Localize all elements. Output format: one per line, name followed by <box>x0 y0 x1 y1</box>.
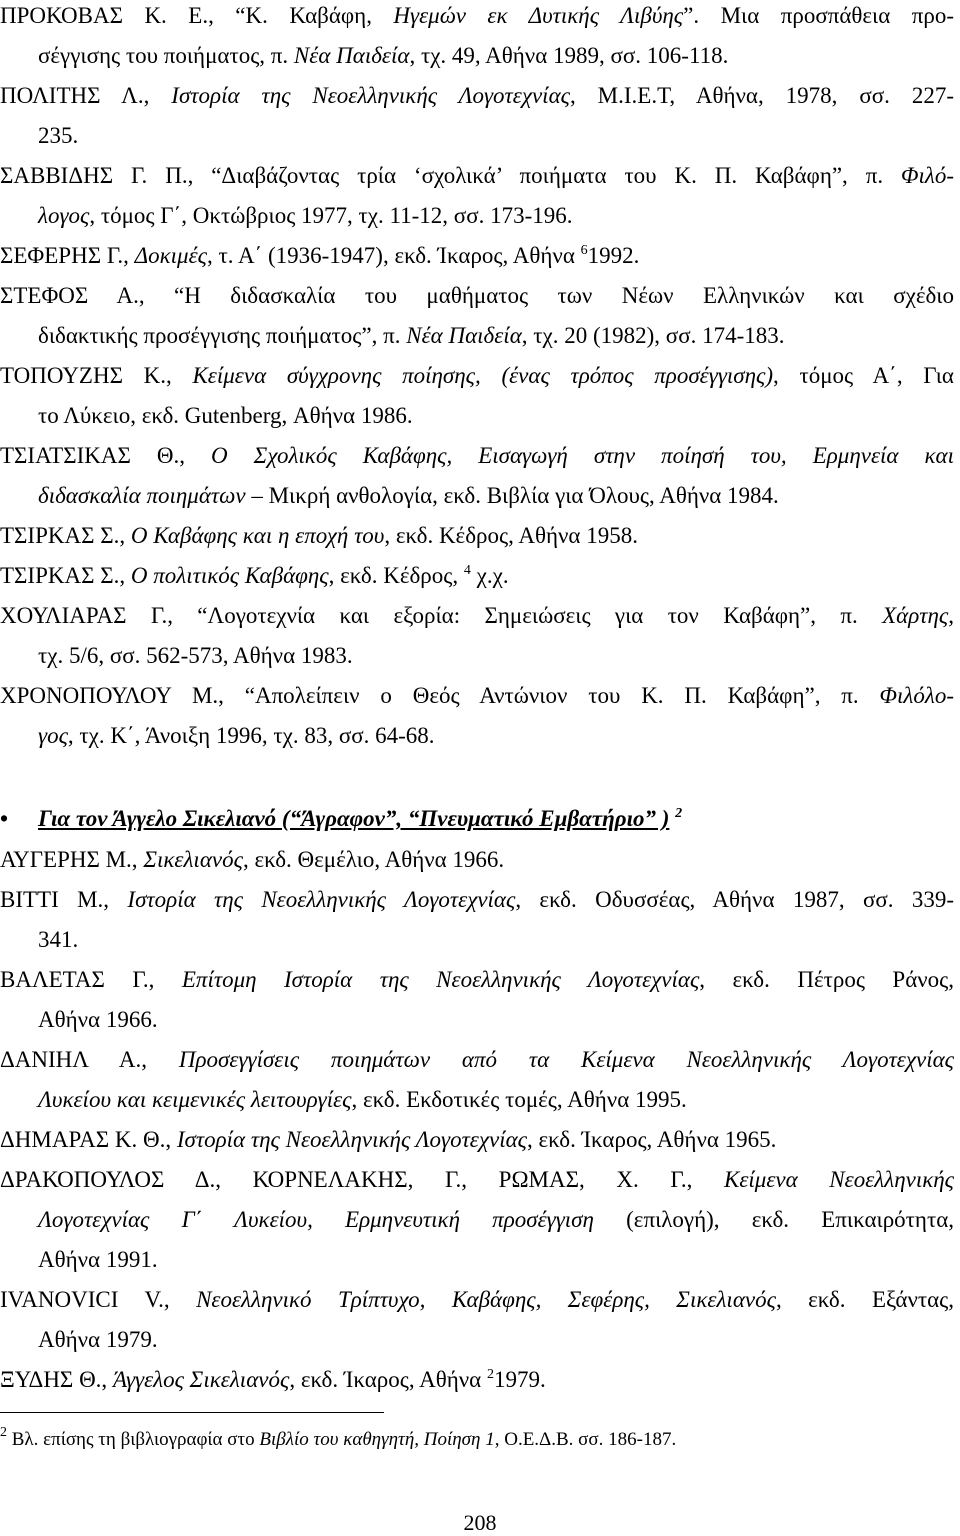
entry-line <box>0 116 956 156</box>
entry-line <box>0 676 954 716</box>
text-run: χ.χ. <box>470 563 509 588</box>
bibliography-entry <box>0 516 956 556</box>
text-run: IVANOVICI V., <box>0 1287 197 1312</box>
text-run: ΠΡΟΚΟΒΑΣ Κ. Ε., “Κ. Καβάφη, <box>0 3 394 28</box>
text-run: ΤΣΙΑΤΣΙΚΑΣ Θ., <box>0 443 212 468</box>
italic-text: Κείμενα Νεοελληνικής <box>724 1167 954 1192</box>
text-run: , Μ.Ι.Ε.Τ, Αθήνα, 1978, σσ. 227- <box>569 83 954 108</box>
text-run: ΣΤΕΦΟΣ Α., “Η διδασκαλία του μαθήματος των Νέων Ελληνικών και σχέδιο <box>0 283 954 308</box>
text-run: , τόμος Γ΄, Οκτώβριος 1977, τχ. 11-12, σσ. 173-196. <box>89 203 573 228</box>
entry-line <box>0 36 956 76</box>
bibliography-entry <box>0 676 956 756</box>
footnote-reference: 2 <box>675 806 683 821</box>
entry-line <box>0 716 956 756</box>
entry-line <box>0 556 956 600</box>
italic-text: Κείμενα σύγχρονης ποίησης, (ένας τρόπος προσέγγισης) <box>192 363 774 388</box>
entry-line <box>0 840 956 880</box>
italic-text: Λυκείου και κειμενικές λειτουργίες <box>38 1087 352 1112</box>
text-run: ΤΣΙΡΚΑΣ Σ., <box>0 523 131 548</box>
entry-line <box>0 356 954 396</box>
text-run: ΧΟΥΛΙΑΡΑΣ Γ., “Λογοτεχνία και εξορία: Σημειώσεις για τον Καβάφη”, π. <box>0 603 883 628</box>
text-run: , εκδ. Εκδοτικές τομές, Αθήνα 1995. <box>351 1087 687 1112</box>
text-run: , τχ. 49, Αθήνα 1989, σσ. 106-118. <box>409 43 729 68</box>
italic-text: Άγγελος Σικελιανός <box>112 1367 290 1392</box>
bibliography-entry <box>0 1360 956 1404</box>
bibliography-entry <box>0 596 956 676</box>
italic-text: Νεοελληνικό Τρίπτυχο, Καβάφης, Σεφέρης, Σικελιανός <box>196 1287 776 1312</box>
entry-line <box>0 276 954 316</box>
entry-line <box>0 1280 954 1320</box>
bibliography-entry <box>0 880 956 960</box>
text-run: ”. Μια προσπάθεια προ- <box>683 3 955 28</box>
italic-text: Λογοτεχνίας Γ΄ Λυκείου, Ερμηνευτική προσέγγιση <box>38 1207 594 1232</box>
text-run: ΒΙΤΤΙ Μ., <box>0 887 128 912</box>
text-run: , τχ. 20 (1982), σσ. 174-183. <box>521 323 785 348</box>
text-run: ΤΣΙΡΚΑΣ Σ., <box>0 563 131 588</box>
footnote <box>0 1425 676 1457</box>
italic-text: Ηγεμών εκ Δυτικής Λιβύης <box>393 3 684 28</box>
italic-text: Ο Καβάφης και η εποχή του <box>130 523 385 548</box>
footnote-text <box>7 1429 676 1450</box>
text-run: , τ. Α΄ (1936-1947), εκδ. Ίκαρος, Αθήνα <box>207 243 581 268</box>
section-heading-text: Για τον Άγγελο Σικελιανό (“Άγραφον”, “Πνευματικό Εμβατήριο” ) <box>38 806 670 831</box>
entry-line <box>0 1160 954 1200</box>
edition-superscript: 6 <box>580 243 588 258</box>
text-run: , εκδ. Οδυσσέας, Αθήνα 1987, σσ. 339- <box>515 887 954 912</box>
text-run: , εκδ. Πέτρος Ράνος, <box>699 967 955 992</box>
entry-line <box>0 476 956 516</box>
text-run: Βλ. επίσης τη βιβλιογραφία στο <box>7 1429 260 1450</box>
entry-line <box>0 920 956 960</box>
text-run: 1992. <box>587 243 640 268</box>
text-run: ΣΑΒΒΙΔΗΣ Γ. Π., “Διαβάζοντας τρία ‘σχολικά’ ποιήματα του Κ. Π. Καβάφη”, π. <box>0 163 901 188</box>
text-run: , Ο.Ε.Δ.Β. σσ. 186-187. <box>494 1429 677 1450</box>
entry-line <box>0 1320 956 1360</box>
bibliography-entry <box>0 276 956 356</box>
text-run: ΧΡΟΝΟΠΟΥΛΟΥ Μ., “Απολείπειν ο Θεός Αντώνιον του Κ. Π. Καβάφη”, π. <box>0 683 880 708</box>
footnote-separator <box>0 1412 384 1413</box>
edition-superscript: 4 <box>463 563 471 578</box>
text-run: ΔΑΝΙΗΛ Α., <box>0 1047 179 1072</box>
text-run: , εκδ. Εξάντας, <box>775 1287 954 1312</box>
text-run: 1979. <box>493 1367 546 1392</box>
entry-line <box>0 236 956 280</box>
text-run: 235. <box>38 123 79 148</box>
entry-line <box>0 0 954 36</box>
italic-text: Επίτομη Ιστορία της Νεοελληνικής Λογοτεχνίας <box>181 967 700 992</box>
text-run: , τχ. Κ΄, Άνοιξη 1996, τχ. 83, σσ. 64-68. <box>67 723 435 748</box>
italic-text: Φιλό- <box>900 163 954 188</box>
text-run: ΑΥΓΕΡΗΣ Μ., <box>0 847 144 872</box>
text-run: ΣΕΦΕΡΗΣ Γ., <box>0 243 135 268</box>
entry-line <box>0 396 956 436</box>
text-run: , εκδ. Θεμέλιο, Αθήνα 1966. <box>242 847 505 872</box>
text-run: ΠΟΛΙΤΗΣ Λ., <box>0 83 172 108</box>
text-run: (επιλογή), εκδ. Επικαιρότητα, <box>593 1207 955 1232</box>
entry-line <box>0 880 954 920</box>
text-run: ΒΑΛΕΤΑΣ Γ., <box>0 967 182 992</box>
entry-line <box>0 516 956 556</box>
entry-line <box>0 1120 956 1160</box>
bullet-icon: • <box>0 806 9 831</box>
entry-line <box>0 1200 954 1240</box>
text-run: Αθήνα 1979. <box>38 1327 158 1352</box>
text-run: , <box>948 603 954 628</box>
bibliography-entry <box>0 1280 956 1360</box>
bibliography-entry <box>0 356 956 436</box>
entry-line <box>0 76 954 116</box>
bibliography-entry <box>0 76 956 156</box>
entry-line <box>0 1080 956 1120</box>
entry-line <box>0 316 956 356</box>
bibliography-entry <box>0 156 956 236</box>
text-run: ΤΟΠΟΥΖΗΣ Κ., <box>0 363 193 388</box>
italic-text: Σικελιανός <box>143 847 243 872</box>
text-run: – Μικρή ανθολογία, εκδ. Βιβλία για Όλους, Αθήνα 1984. <box>245 483 779 508</box>
text-run: , τόμος Α΄, Για <box>773 363 954 388</box>
text-run: , εκδ. Ίκαρος, Αθήνα 1965. <box>527 1127 777 1152</box>
entry-line <box>0 156 954 196</box>
text-run: ΞΥΔΗΣ Θ., <box>0 1367 113 1392</box>
italic-text: Ιστορία της Νεοελληνικής Λογοτεχνίας <box>176 1127 527 1152</box>
bibliography-entry <box>0 556 956 600</box>
entry-line <box>0 1360 956 1404</box>
italic-text: γος <box>38 723 68 748</box>
italic-text: Νέα Παιδεία <box>293 43 410 68</box>
entry-line <box>0 1240 956 1280</box>
section-heading-sikelianos <box>0 799 682 843</box>
entry-line <box>0 1000 956 1040</box>
footnote-mark: 2 <box>0 1425 7 1440</box>
bibliography-entry <box>0 1160 956 1280</box>
bibliography-entry <box>0 840 956 880</box>
italic-text: Προσεγγίσεις ποιημάτων από τα Κείμενα Νεοελληνικής Λογοτεχνίας <box>178 1047 954 1072</box>
bibliography-entry <box>0 236 956 280</box>
entry-line <box>0 196 956 236</box>
italic-text: Ιστορία της Νεοελληνικής Λογοτεχνίας <box>171 83 570 108</box>
text-run: ΔΡΑΚΟΠΟΥΛΟΣ Δ., ΚΟΡΝΕΛΑΚΗΣ, Γ., ΡΩΜΑΣ, Χ. Γ., <box>0 1167 724 1192</box>
entry-line <box>0 596 954 636</box>
bibliography-entry <box>0 1120 956 1160</box>
bibliography-entry <box>0 960 956 1040</box>
entry-line <box>0 1040 954 1080</box>
text-run: , εκδ. Κέδρος, <box>328 563 464 588</box>
text-run: 341. <box>38 927 79 952</box>
text-run: , εκδ. Ίκαρος, Αθήνα <box>289 1367 487 1392</box>
bibliography-entry <box>0 0 956 76</box>
bibliography-entry <box>0 436 956 516</box>
edition-superscript: 2 <box>486 1367 494 1382</box>
text-run: το Λύκειο, εκδ. Gutenberg, Αθήνα 1986. <box>38 403 413 428</box>
text-run: ΔΗΜΑΡΑΣ Κ. Θ., <box>0 1127 177 1152</box>
text-run: σέγγισης του ποιήματος, π. <box>38 43 294 68</box>
italic-text: λογος <box>38 203 90 228</box>
text-run: Αθήνα 1966. <box>38 1007 158 1032</box>
italic-text: Δοκιμές <box>134 243 207 268</box>
entry-line <box>0 960 954 1000</box>
italic-text: Χάρτης <box>882 603 949 628</box>
text-run: , εκδ. Κέδρος, Αθήνα 1958. <box>384 523 638 548</box>
italic-text: Ο πολιτικός Καβάφης <box>130 563 329 588</box>
italic-text: Ιστορία της Νεοελληνικής Λογοτεχνίας <box>127 887 516 912</box>
entry-line <box>0 436 954 476</box>
italic-text: Ο Σχολικός Καβάφης, Εισαγωγή στην ποίησή του, Ερμηνεία και <box>211 443 954 468</box>
italic-text: Νέα Παιδεία <box>406 323 522 348</box>
text-run: τχ. 5/6, σσ. 562-573, Αθήνα 1983. <box>38 643 353 668</box>
bibliography-entry <box>0 1040 956 1120</box>
page-number: 208 <box>463 1510 497 1535</box>
italic-text: Φιλόλο- <box>879 683 954 708</box>
italic-text: Βιβλίο του καθηγητή, Ποίηση 1 <box>259 1429 495 1450</box>
text-run: Αθήνα 1991. <box>38 1247 158 1272</box>
text-run: διδακτικής προσέγγισης ποιήματος”, π. <box>38 323 407 348</box>
entry-line <box>0 636 956 676</box>
italic-text: διδασκαλία ποιημάτων <box>38 483 246 508</box>
